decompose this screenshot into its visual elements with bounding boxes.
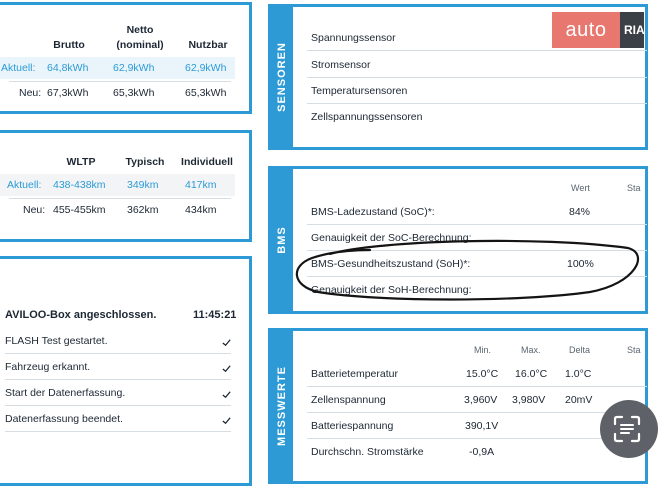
- col-wert: Wert: [571, 183, 590, 193]
- col-individuell: Individuell: [181, 156, 233, 168]
- log-title: AVILOO-Box angeschlossen.: [5, 309, 157, 321]
- messwerte-side-label: MESSWERTE: [271, 331, 293, 481]
- divider: [9, 81, 231, 82]
- divider: [307, 386, 647, 387]
- current-brutto: 64,8kWh: [47, 62, 89, 74]
- col-status: Sta: [627, 183, 641, 193]
- check-icon: [221, 389, 232, 400]
- sensor-item: Zellspannungssensoren: [311, 111, 423, 123]
- messwert-min: -0,9A: [469, 446, 495, 458]
- current-typisch: 349km: [127, 179, 159, 191]
- current-label: Aktuell:: [1, 62, 36, 74]
- col-brutto: Brutto: [53, 39, 85, 51]
- bms-row-label: Genauigkeit der SoC-Berechnung:: [311, 232, 472, 244]
- divider: [307, 77, 647, 78]
- new-typisch: 362km: [127, 204, 159, 216]
- check-icon: [221, 363, 232, 374]
- col-max: Max.: [521, 345, 541, 355]
- divider: [307, 412, 647, 413]
- current-netto: 62,9kWh: [113, 62, 155, 74]
- divider: [5, 405, 231, 406]
- divider: [307, 103, 647, 104]
- scan-text-icon: [612, 414, 642, 444]
- bms-row-label: BMS-Ladezustand (SoC)*:: [311, 206, 435, 218]
- check-icon: [221, 337, 232, 348]
- messwert-label: Batterietemperatur: [311, 368, 398, 380]
- col-netto-line2: (nominal): [116, 39, 164, 51]
- messwert-delta: 20mV: [565, 394, 593, 406]
- hand-drawn-circle-annotation: [290, 232, 640, 304]
- messwert-min: 390,1V: [465, 420, 499, 432]
- new-individuell: 434km: [185, 204, 217, 216]
- messwert-label: Zellenspannung: [311, 394, 386, 406]
- divider: [307, 224, 647, 225]
- bms-row-value: 84%: [569, 206, 591, 218]
- messwert-min: 15.0°C: [466, 368, 499, 380]
- col-delta: Delta: [569, 345, 591, 355]
- log-time: 11:45:21: [193, 309, 237, 321]
- divider: [5, 431, 231, 432]
- messwert-min: 3,960V: [464, 394, 498, 406]
- messwert-max: 3,980V: [512, 394, 546, 406]
- log-step: Datenerfassung beendet.: [5, 413, 123, 425]
- bms-row-label: BMS-Gesundheitszustand (SoH)*:: [311, 258, 471, 270]
- bms-row-value: 100%: [567, 258, 594, 270]
- capacity-card: [0, 2, 252, 114]
- messwert-label: Durchschn. Stromstärke: [311, 446, 424, 458]
- sensor-item: Stromsensor: [311, 59, 371, 71]
- current-wltp: 438-438km: [53, 179, 106, 191]
- auto-ria-logo: auto: [552, 12, 620, 48]
- current-nutzbar: 62,9kWh: [185, 62, 227, 74]
- sensor-item: Spannungssensor: [311, 32, 396, 44]
- sensoren-side-label: SENSOREN: [271, 7, 293, 147]
- col-netto-line1: Netto: [126, 24, 154, 36]
- new-label: Neu:: [23, 204, 46, 216]
- new-nutzbar: 65,3kWh: [185, 87, 227, 99]
- col-wltp: WLTP: [66, 156, 96, 168]
- col-min: Min.: [474, 345, 492, 355]
- divider: [307, 438, 647, 439]
- messwerte-card: [268, 328, 648, 484]
- col-status: Sta: [627, 345, 641, 355]
- current-individuell: 417km: [185, 179, 217, 191]
- col-typisch: Typisch: [125, 156, 165, 168]
- bms-row-label: Genauigkeit der SoH-Berechnung:: [311, 284, 472, 296]
- range-card: [0, 130, 252, 242]
- ria-logo: RIA: [620, 12, 644, 48]
- new-wltp: 455-455km: [53, 204, 106, 216]
- new-label: Neu:: [19, 87, 42, 99]
- col-nutzbar: Nutzbar: [188, 39, 228, 51]
- bms-side-label: BMS: [271, 169, 293, 311]
- messwert-delta: 1.0°C: [565, 368, 592, 380]
- new-brutto: 67,3kWh: [47, 87, 89, 99]
- log-step: Start der Datenerfassung.: [5, 387, 126, 399]
- scan-button[interactable]: [600, 400, 658, 458]
- divider: [9, 198, 231, 199]
- sensor-item: Temperatursensoren: [311, 85, 408, 97]
- current-label: Aktuell:: [7, 179, 42, 191]
- divider: [307, 50, 647, 51]
- divider: [5, 353, 231, 354]
- log-step: Fahrzeug erkannt.: [5, 361, 91, 373]
- aviloo-log-card: [0, 256, 252, 486]
- new-netto: 65,3kWh: [113, 87, 155, 99]
- messwert-label: Batteriespannung: [311, 420, 394, 432]
- log-step: FLASH Test gestartet.: [5, 335, 108, 347]
- divider: [5, 379, 231, 380]
- check-icon: [221, 415, 232, 426]
- messwert-max: 16.0°C: [515, 368, 548, 380]
